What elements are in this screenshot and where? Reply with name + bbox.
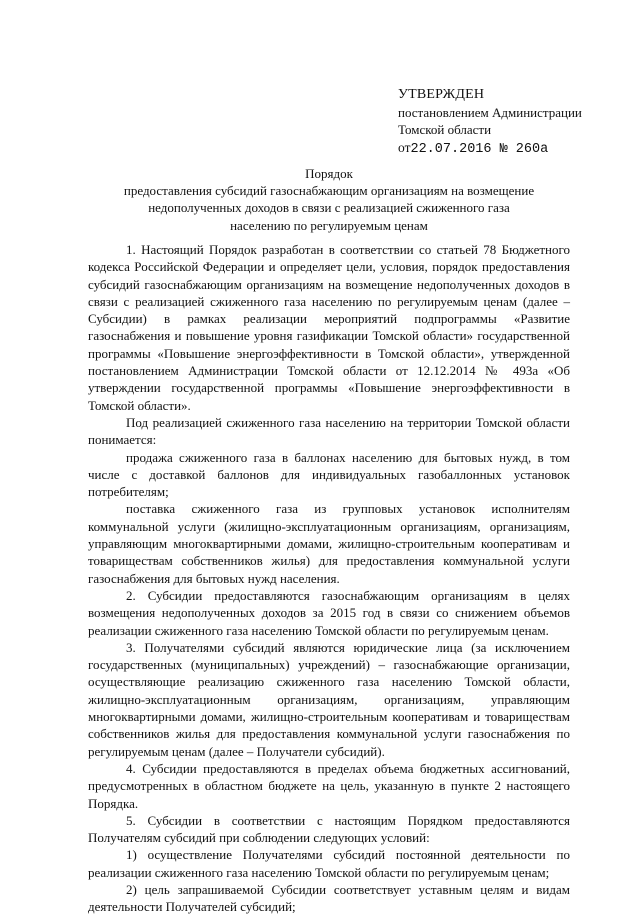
- paragraph-1: 1. Настоящий Порядок разработан в соответствии со статьей 78 Бюджетного кодекса Российской Федерации и определяет цели, условия, порядок предоставления субсидий газоснабжающим организациям на возмещение недополученных доходов в связи с реализацией сжиженного газа населению по регулируемым ценам (далее – Субсидии) в рамках реализации мероприятий подпрограммы «Развитие газоснабжения и повышение уровня газификации Томской области» государственной программы «Повышение энергоэффективности в Томской области», утвержденной постановлением Администрации Томской области от 12.12.2014 № 493а «Об утверждении государственной программы «Повышение энергоэффективности в Томской области».: [88, 242, 570, 413]
- approval-date-prefix: от: [398, 139, 411, 155]
- paragraph-definition-item-1: продажа сжиженного газа в баллонах населению для бытовых нужд, в том числе с доставкой баллонов для индивидуальных газобаллонных установок потребителям;: [88, 449, 570, 500]
- title-name: Порядок: [305, 166, 353, 181]
- approval-line-2: Томской области: [398, 122, 492, 137]
- approval-stamp: [398, 86, 582, 158]
- title-subtitle-line-2: недополученных доходов в связи с реализацией сжиженного газа: [148, 200, 510, 216]
- paragraph-4: 4. Субсидии предоставляются в пределах объема бюджетных ассигнований, предусмотренных в областном бюджете на цель, указанную в пункте 2 настоящего Порядка.: [88, 760, 570, 811]
- approval-line-1: постановлением Администрации: [398, 104, 582, 120]
- paragraph-definition: Под реализацией сжиженного газа населению на территории Томской области понимается:: [88, 414, 570, 448]
- paragraph-5-condition-1: 1) осуществление Получателями субсидий постоянной деятельности по реализации сжиженного газа населению Томской области по регулируемым ценам;: [88, 847, 570, 880]
- paragraph-5: 5. Субсидии в соответствии с настоящим Порядком предоставляются Получателям субсидий при соблюдении следующих условий:: [88, 812, 570, 846]
- paragraph-2: 2. Субсидии предоставляются газоснабжающим организациям в целях возмещения недополученных доходов за 2015 год в связи со снижением объемов реализации сжиженного газа населению Томской области по регулируемым ценам.: [88, 587, 570, 638]
- paragraph-3: 3. Получателями субсидий являются юридические лица (за исключением государственных (муниципальных) учреждений) – газоснабжающие организации, осуществляющие реализацию сжиженного газа населению Томской области, жилищно-эксплуатационным организациям, организациям, управляющим многоквартирными домами, жилищно-строительным кооперативам и товариществам собственников жилья для предоставления коммунальной услуги газоснабжения по регулируемым ценам (далее – Получатели субсидий).: [88, 639, 570, 759]
- title-subtitle-line-1: предоставления субсидий газоснабжающим организациям на возмещение: [123, 183, 535, 199]
- document-body: [88, 241, 570, 916]
- approval-date-value: 22.07.2016 № 260а: [410, 141, 549, 157]
- approval-date-line: [398, 139, 582, 159]
- paragraph-5-condition-2: 2) цель запрашиваемой Субсидии соответствует уставным целям и видам деятельности Получателей субсидий;: [88, 881, 570, 915]
- title-subtitle-line-3: населению по регулируемым ценам: [230, 217, 428, 233]
- paragraph-definition-item-2: поставка сжиженного газа из групповых установок исполнителям коммунальной услуги (жилищно-эксплуатационным организациям, организациям, управляющим многоквартирными домами, жилищно-строительным кооперативам и товариществам собственников жилья) для предоставления коммунальной услуги газоснабжения для бытовых нужд населения.: [88, 501, 570, 586]
- approval-heading: УТВЕРЖДЕН: [398, 87, 485, 102]
- document-title: [88, 165, 570, 234]
